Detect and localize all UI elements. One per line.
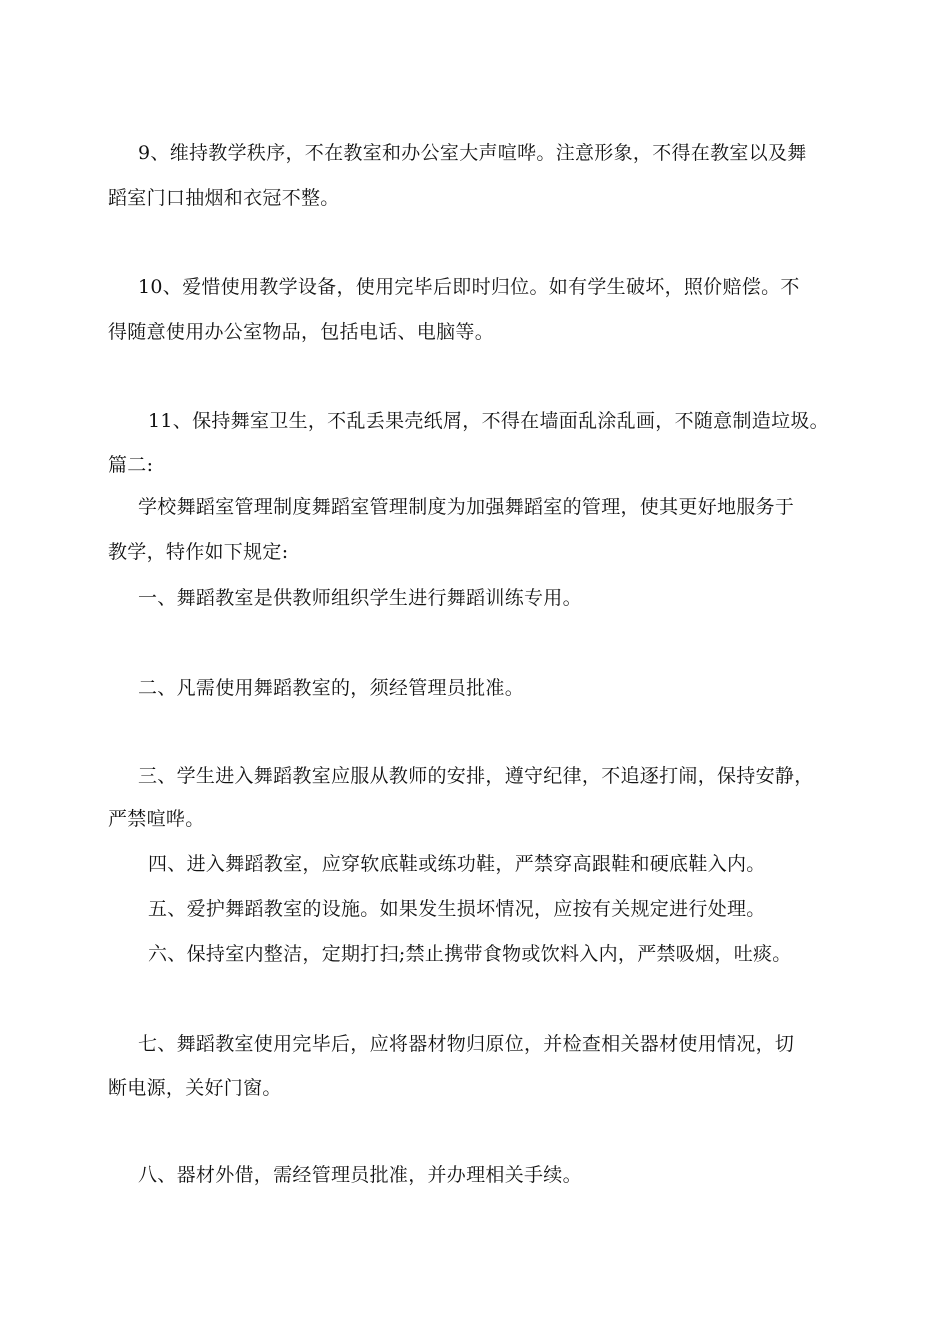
- paragraph-9-line-1: 9、维持教学秩序，不在教室和办公室大声喧哗。注意形象，不得在教室以及舞: [138, 142, 807, 164]
- rule-6: 六、保持室内整洁，定期打扫;禁止携带食物或饮料入内，严禁吸烟，吐痰。: [148, 943, 792, 965]
- intro-line-1: 学校舞蹈室管理制度舞蹈室管理制度为加强舞蹈室的管理，使其更好地服务于: [138, 496, 795, 518]
- rule-1: 一、舞蹈教室是供教师组织学生进行舞蹈训练专用。: [138, 587, 582, 609]
- paragraph-9-line-2: 蹈室门口抽烟和衣冠不整。: [108, 187, 340, 209]
- rule-7-line-2: 断电源，关好门窗。: [108, 1077, 282, 1099]
- section-heading: 篇二:: [108, 454, 154, 476]
- rule-5: 五、爱护舞蹈教室的设施。如果发生损坏情况，应按有关规定进行处理。: [148, 898, 766, 920]
- paragraph-10-line-2: 得随意使用办公室物品，包括电话、电脑等。: [108, 321, 495, 343]
- intro-line-2: 教学，特作如下规定:: [108, 541, 289, 563]
- rule-8: 八、器材外借，需经管理员批准，并办理相关手续。: [138, 1164, 582, 1186]
- rule-4: 四、进入舞蹈教室，应穿软底鞋或练功鞋，严禁穿高跟鞋和硬底鞋入内。: [148, 853, 766, 875]
- rule-2: 二、凡需使用舞蹈教室的，须经管理员批准。: [138, 677, 525, 699]
- paragraph-11-line-1: 11、保持舞室卫生，不乱丢果壳纸屑，不得在墙面乱涂乱画，不随意制造垃圾。: [148, 410, 829, 432]
- rule-7-line-1: 七、舞蹈教室使用完毕后，应将器材物归原位，并检查相关器材使用情况，切: [138, 1033, 795, 1055]
- paragraph-10-line-1: 10、爱惜使用教学设备，使用完毕后即时归位。如有学生破坏，照价赔偿。不: [138, 276, 800, 298]
- rule-3-line-1: 三、学生进入舞蹈教室应服从教师的安排，遵守纪律，不追逐打闹，保持安静，: [138, 765, 814, 787]
- rule-3-line-2: 严禁喧哗。: [108, 808, 205, 830]
